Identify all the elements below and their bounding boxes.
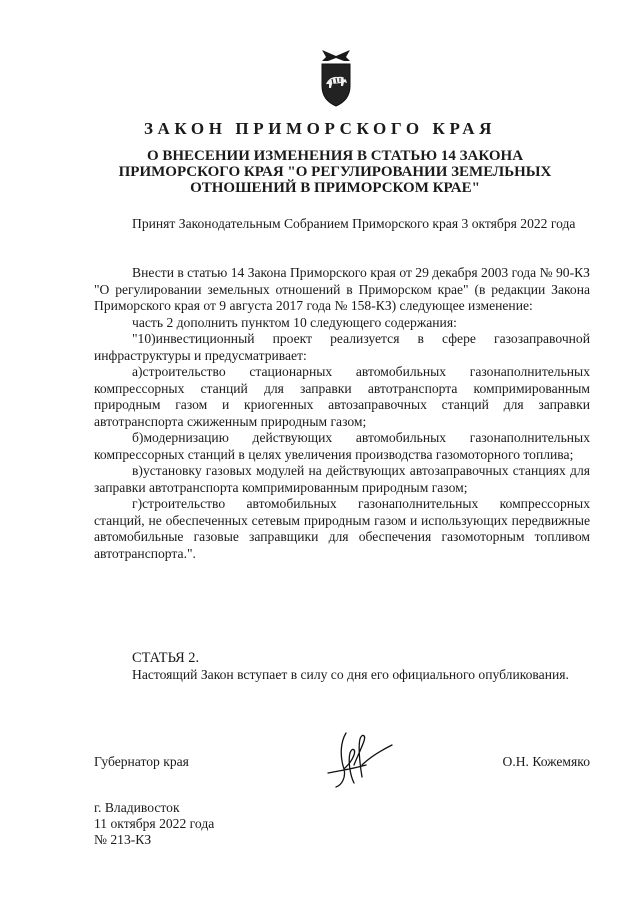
subtitle-line: ОТНОШЕНИЙ В ПРИМОРСКОМ КРАЕ" bbox=[190, 180, 480, 196]
date: 11 октября 2022 года bbox=[94, 816, 215, 831]
adoption-note bbox=[94, 216, 590, 233]
article-2 bbox=[94, 650, 590, 683]
paragraph: г)строительство автомобильных газонаполнительных компрессорных станций, не обеспеченных сетевым природным газом и использующих передвижные автомобильные газовые заправщики для обеспечения газомоторным топливом автотранспорта.". bbox=[94, 496, 590, 561]
handwritten-signature bbox=[318, 725, 408, 793]
city: г. Владивосток bbox=[94, 800, 180, 815]
paragraph: часть 2 дополнить пунктом 10 следующего содержания: bbox=[132, 314, 457, 330]
paragraph: а)строительство стационарных автомобильных газонаполнительных компрессорных станций для заправки автотранспорта компримированным природным газом и криогенных автозаправочных станций для заправки автотранспорта сжиженным природным газом; bbox=[94, 364, 590, 429]
subtitle-line: О ВНЕСЕНИИ ИЗМЕНЕНИЯ В СТАТЬЮ 14 ЗАКОНА bbox=[146, 148, 524, 164]
article-1-body bbox=[94, 265, 590, 562]
law-subtitle bbox=[100, 148, 570, 196]
governor-name: О.Н. Кожемяко bbox=[502, 754, 590, 769]
paragraph: в)установку газовых модулей на действующих автозаправочных станциях для заправки автотранспорта компримированным природным газом; bbox=[94, 463, 590, 495]
article-2-heading: СТАТЬЯ 2. bbox=[132, 650, 200, 666]
law-title: ЗАКОН ПРИМОРСКОГО КРАЯ bbox=[143, 119, 497, 138]
footer bbox=[94, 800, 214, 848]
law-number: № 213-КЗ bbox=[94, 832, 152, 847]
coat-of-arms-icon bbox=[316, 46, 356, 108]
paragraph: Внести в статью 14 Закона Приморского края от 29 декабря 2003 года № 90-КЗ "О регулировании земельных отношений в Приморском крае" (в редакции Закона Приморского края от 9 августа 2017 года № 158-КЗ) следующее изменение: bbox=[94, 265, 590, 313]
governor-title: Губернатор края bbox=[94, 754, 189, 769]
article-2-text: Настоящий Закон вступает в силу со дня его официального опубликования. bbox=[132, 666, 569, 682]
subtitle-line: ПРИМОРСКОГО КРАЯ "О РЕГУЛИРОВАНИИ ЗЕМЕЛЬНЫХ bbox=[118, 164, 552, 180]
adoption-text: Принят Законодательным Собранием Приморского края 3 октября 2022 года bbox=[132, 216, 576, 231]
paragraph: "10)инвестиционный проект реализуется в сфере газозаправочной инфраструктуры и предусматривает: bbox=[94, 331, 590, 363]
paragraph: б)модернизацию действующих автомобильных газонаполнительных компрессорных станций в целях увеличения производства газомоторного топлива; bbox=[94, 430, 590, 462]
